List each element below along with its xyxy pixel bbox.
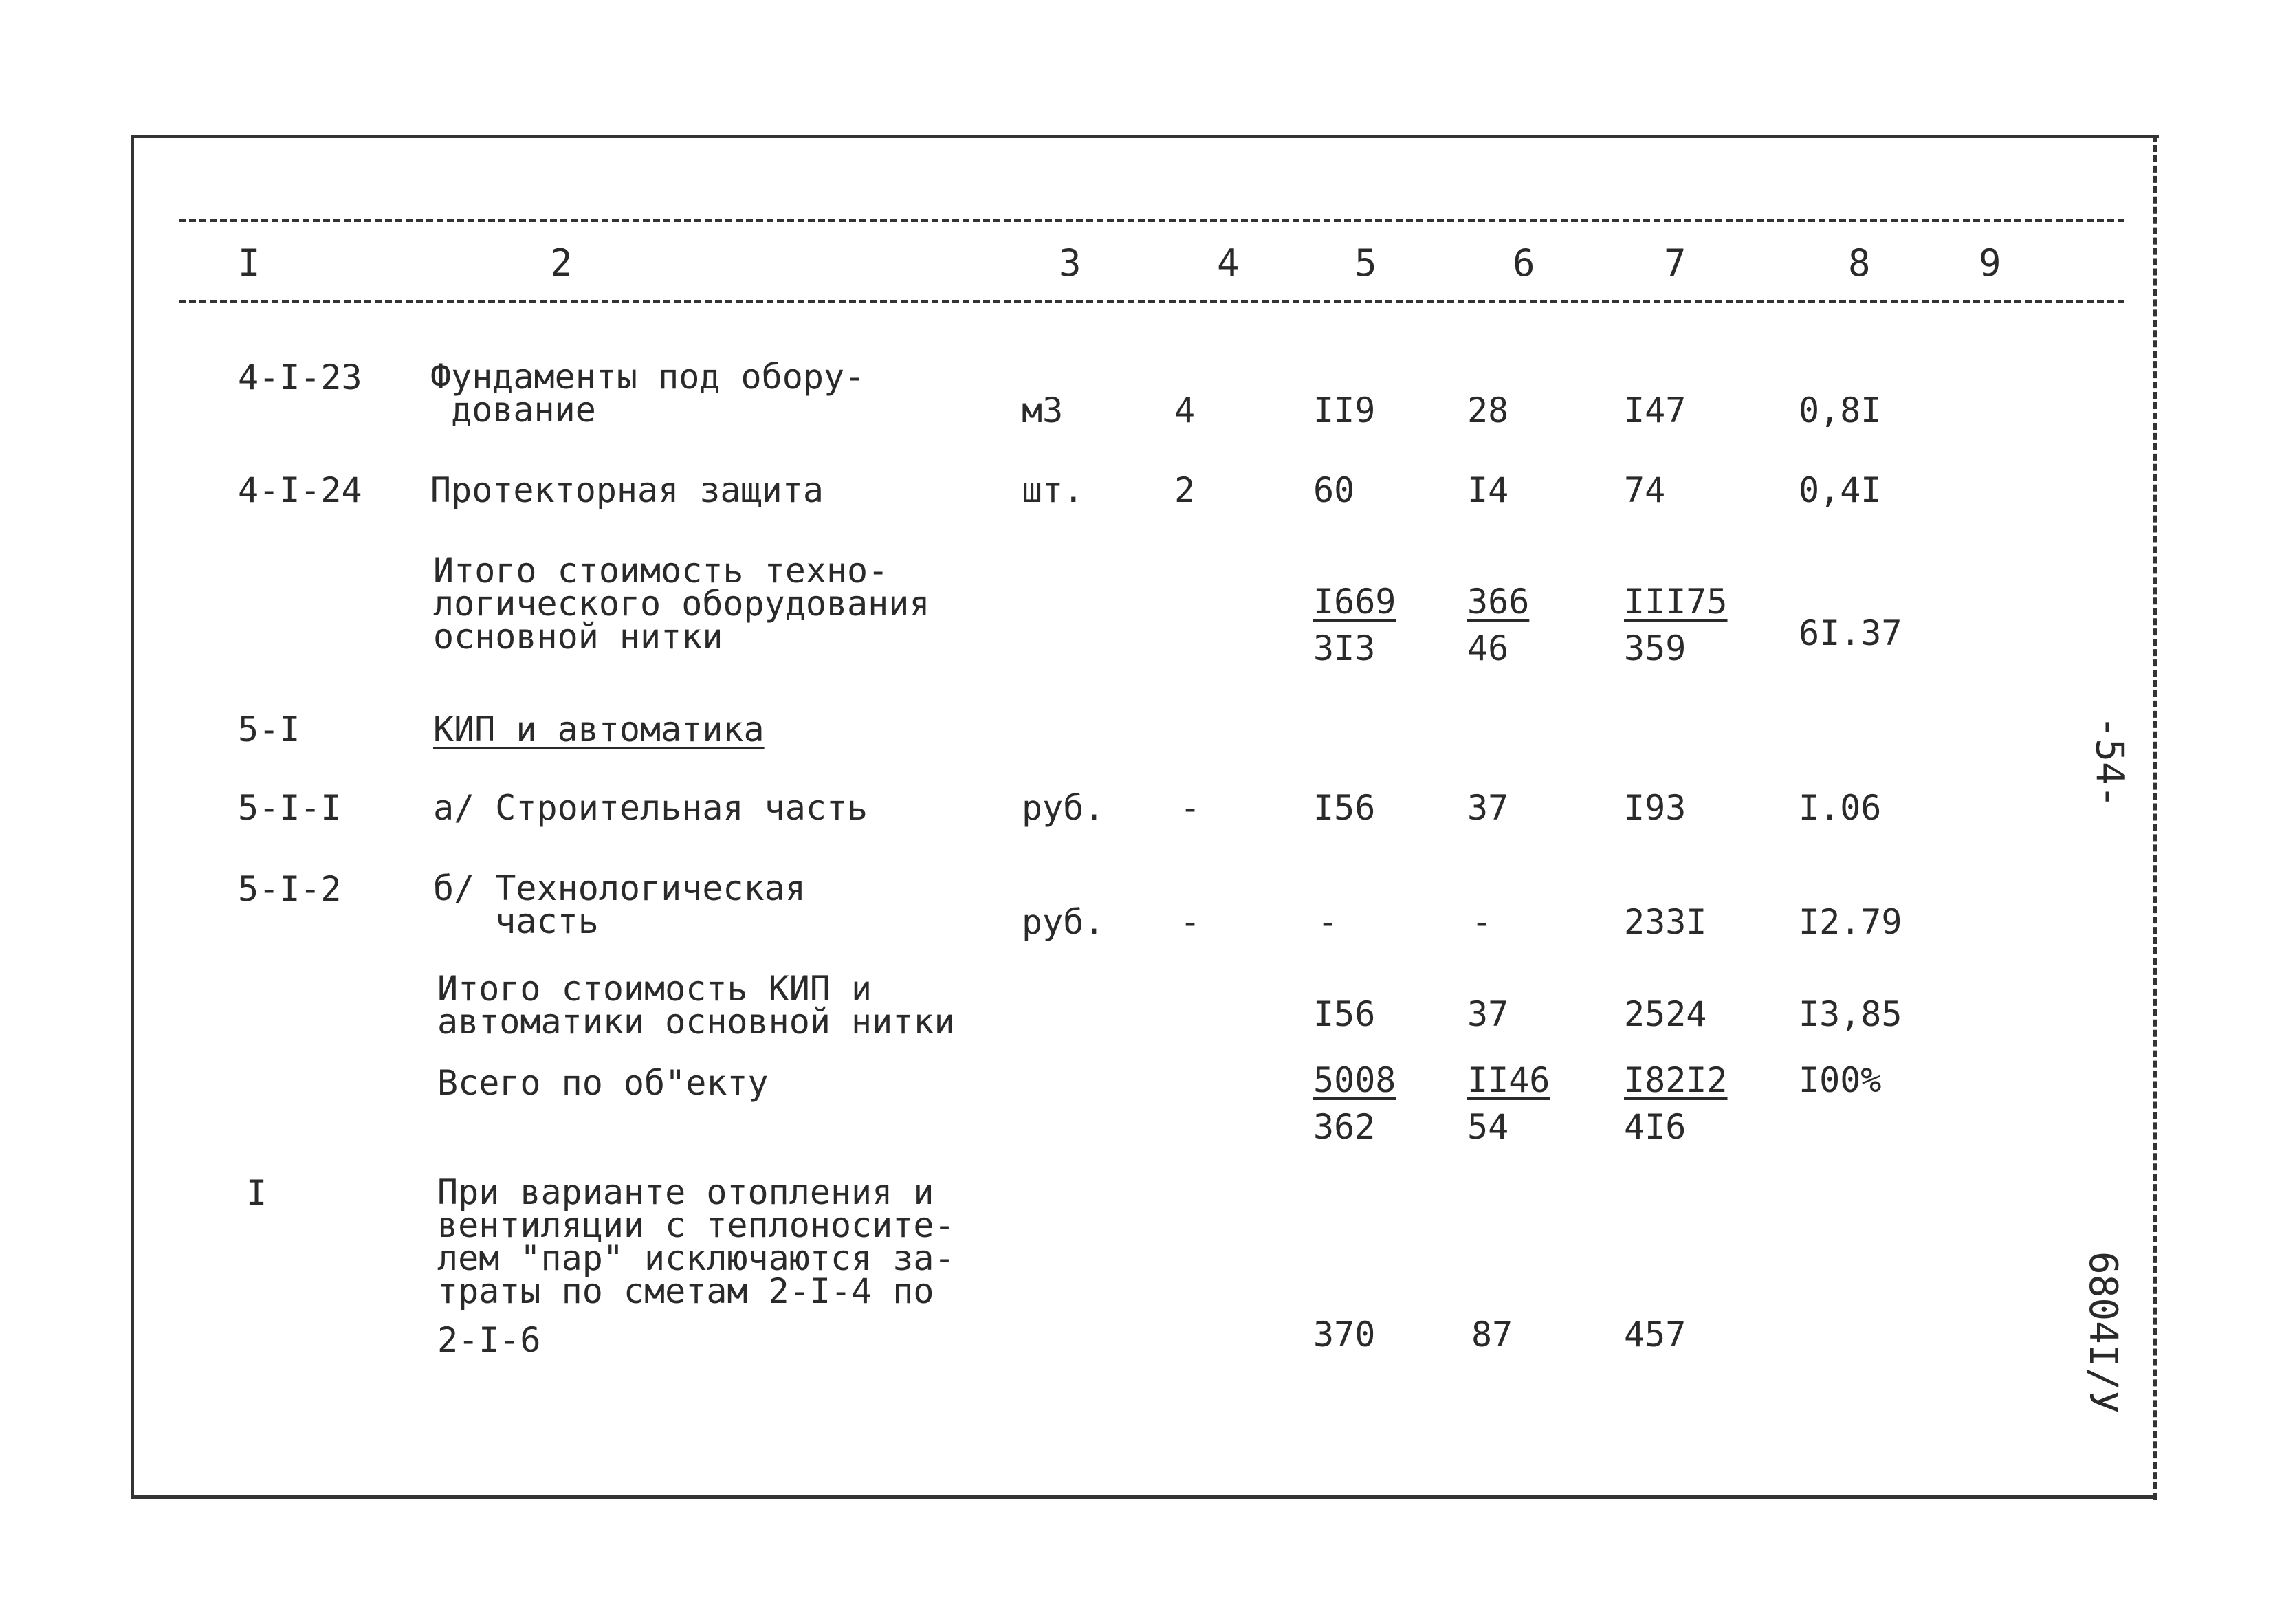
row-col7-bottom: 4I6 — [1624, 1107, 1687, 1147]
row-col6-bottom: 54 — [1467, 1107, 1509, 1147]
row-col7: 457 — [1624, 1315, 1687, 1354]
row-col5: 60 — [1313, 470, 1355, 510]
frame-right-border — [2153, 135, 2157, 1500]
page-number: -54- — [2087, 715, 2132, 809]
row-col6-top: II46 — [1467, 1060, 1550, 1100]
row-qty: 4 — [1174, 391, 1196, 430]
row-col8: I.06 — [1799, 788, 1882, 828]
header-bottom-rule — [179, 300, 2124, 303]
col-header-9: 9 — [1979, 241, 2001, 285]
row-code: 4-I-24 — [238, 470, 362, 510]
row-col5: I56 — [1313, 994, 1376, 1034]
row-col6: 87 — [1471, 1315, 1513, 1354]
row-name: а/ Строительная часть — [433, 788, 868, 828]
row-col5: II9 — [1313, 391, 1376, 430]
row-name: Итого стоимость КИП и автоматики основной нитки — [437, 969, 955, 1042]
row-col6: 37 — [1467, 994, 1509, 1034]
row-code: 5-I-I — [238, 788, 342, 828]
row-col8: I2.79 — [1799, 902, 1902, 942]
row-qty: - — [1180, 788, 1201, 828]
col-header-5: 5 — [1354, 241, 1377, 285]
row-name: Фундаменты под обору- дование — [430, 357, 866, 430]
row-col5: 370 — [1313, 1315, 1376, 1354]
frame-top-border — [131, 135, 2159, 138]
row-col6-bottom: 46 — [1467, 628, 1509, 668]
col-header-2: 2 — [550, 241, 573, 285]
row-col8: I3,85 — [1799, 994, 1902, 1034]
row-col5-top: I669 — [1313, 582, 1396, 622]
row-col5: - — [1317, 902, 1339, 942]
row-col8: 0,8I — [1799, 391, 1882, 430]
row-col7: I47 — [1624, 391, 1687, 430]
col-header-4: 4 — [1217, 241, 1240, 285]
col-header-3: 3 — [1059, 241, 1081, 285]
row-unit: руб. — [1022, 788, 1105, 828]
row-col8: 0,4I — [1799, 470, 1882, 510]
row-col6: 37 — [1467, 788, 1509, 828]
header-top-rule — [179, 219, 2124, 222]
row-col5-bottom: 3I3 — [1313, 628, 1376, 668]
row-col7: 2524 — [1624, 994, 1707, 1034]
col-header-6: 6 — [1513, 241, 1535, 285]
row-qty: - — [1180, 902, 1201, 942]
row-qty: 2 — [1174, 470, 1196, 510]
row-col6-top: 366 — [1467, 582, 1530, 622]
row-col7: 74 — [1624, 470, 1666, 510]
row-col5-top: 5008 — [1313, 1060, 1396, 1100]
row-code: 5-I — [238, 710, 300, 749]
row-col7: 233I — [1624, 902, 1707, 942]
row-name: Всего по об"екту — [437, 1063, 769, 1103]
frame-left-border — [131, 135, 134, 1496]
row-code: I — [246, 1173, 267, 1213]
row-col7-top: III75 — [1624, 582, 1728, 622]
row-name: б/ Технологическая часть — [433, 868, 806, 941]
row-col6: - — [1471, 902, 1493, 942]
row-unit: руб. — [1022, 902, 1105, 942]
row-col5: I56 — [1313, 788, 1376, 828]
row-col6: 28 — [1467, 391, 1509, 430]
row-col7-bottom: 359 — [1624, 628, 1687, 668]
row-col7: I93 — [1624, 788, 1687, 828]
row-code: 5-I-2 — [238, 869, 342, 909]
row-col8: I00% — [1799, 1060, 1882, 1100]
row-name-continuation: 2-I-6 — [437, 1320, 541, 1360]
row-name: При варианте отопления и вентиляции с теплоносите- лем "пар" исключаются за- траты по сметам 2-I-4 по — [437, 1172, 955, 1311]
row-col8: 6I.37 — [1799, 613, 1902, 653]
row-name: Протекторная защита — [430, 470, 824, 510]
col-header-7: 7 — [1664, 241, 1687, 285]
row-unit: шт. — [1022, 470, 1084, 510]
row-col5-bottom: 362 — [1313, 1107, 1376, 1147]
section-title: КИП и автоматика — [433, 710, 765, 749]
row-code: 4-I-23 — [238, 358, 362, 397]
row-col6: I4 — [1467, 470, 1509, 510]
col-header-8: 8 — [1848, 241, 1871, 285]
document-code: 6804I/У — [2080, 1251, 2126, 1414]
row-col7-top: I82I2 — [1624, 1060, 1728, 1100]
col-header-1: I — [238, 241, 261, 285]
row-unit: мЗ — [1022, 391, 1064, 430]
frame-bottom-border — [131, 1495, 2155, 1499]
row-name: Итого стоимость техно- логического оборудования основной нитки — [433, 551, 930, 657]
